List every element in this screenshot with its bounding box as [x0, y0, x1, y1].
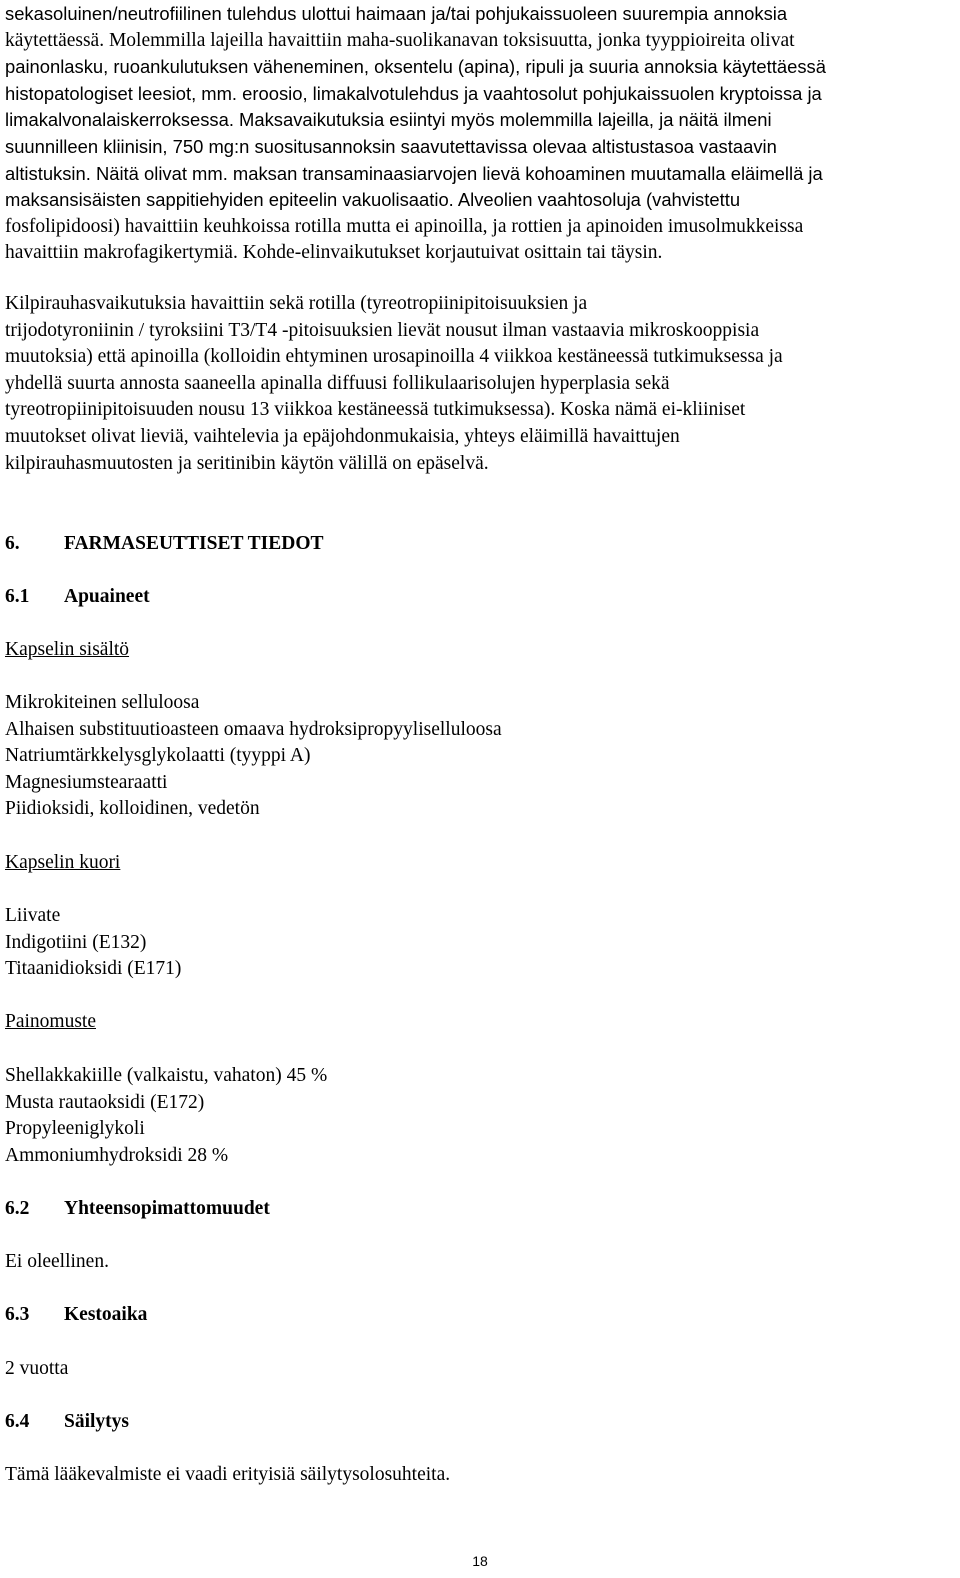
list-item: Magnesiumstearaatti — [5, 771, 168, 793]
section-6-2-heading — [5, 1196, 955, 1223]
printing-ink-list — [5, 1063, 955, 1169]
section-number: 6. — [5, 533, 20, 554]
page-number: 18 — [472, 1553, 488, 1569]
intro-line: maksansisäisten sappitiehyiden epiteelin vakuolisaatio. Alveolien vaahtosoluja (vahvistettu — [5, 189, 741, 211]
list-item: Mikrokiteinen selluloosa — [5, 692, 200, 713]
section-6-1-heading — [5, 584, 955, 611]
list-item: Piidioksidi, kolloidinen, vedetön — [5, 798, 260, 820]
section-title: Apuaineet — [64, 586, 150, 607]
thyroid-line: yhdellä suurta annosta saaneella apinalla diffuusi follikulaarisolujen hyperplasia sekä — [5, 372, 670, 394]
capsule-shell-list — [5, 903, 955, 983]
thyroid-paragraph — [5, 291, 955, 477]
section-title: FARMASEUTTISET TIEDOT — [64, 533, 324, 554]
section-number: 6.2 — [5, 1198, 30, 1219]
list-item: Propyleeniglykoli — [5, 1118, 145, 1140]
intro-line: histopatologiset leesiot, mm. eroosio, limakalvotulehdus ja vaahtosolut pohjukaissuolen kryptoissa ja — [5, 82, 822, 104]
thyroid-line: trijodotyroniinin / tyroksiini T3/T4 -pitoisuuksien lievät nousut ilman vastaavia mikroskooppisia — [5, 319, 760, 341]
list-item: Indigotiini (E132) — [5, 931, 147, 953]
thyroid-line: Kilpirauhasvaikutuksia havaittiin sekä rotilla (tyreotropiinipitoisuuksien ja — [5, 293, 588, 314]
section-6-4-text: Tämä lääkevalmiste ei vaadi erityisiä säilytysolosuhteita. — [5, 1464, 451, 1485]
list-item: Titaanidioksidi (E171) — [5, 958, 182, 980]
list-item: Alhaisen substituutioasteen omaava hydroksipropyyliselluloosa — [5, 718, 502, 740]
section-number: 6.1 — [5, 586, 30, 607]
section-6-heading — [5, 531, 955, 558]
list-item: Shellakkakiille (valkaistu, vahaton) 45 % — [5, 1065, 328, 1086]
thyroid-line: muutokset olivat lieviä, vaihtelevia ja epäjohdonmukaisia, yhteys eläimillä havaittujen — [5, 425, 680, 447]
intro-line: limakalvonalaiskerroksessa. Maksavaikutuksia esiintyi myös molemmilla lajeilla, ja näitä ilmeni — [5, 109, 772, 131]
intro-line: havaittiin makrofagikertymiä. Kohde-elinvaikutukset korjautuivat osittain tai täysin. — [5, 242, 663, 264]
intro-line: altistuksin. Näitä olivat mm. maksan transaminaasiarvojen lievä kohoaminen muutamalla eläimellä ja — [5, 162, 823, 184]
capsule-contents-heading: Kapselin sisältö — [5, 639, 130, 660]
intro-line: painonlasku, ruoankulutuksen väheneminen, oksentelu (apina), ripuli ja suuria annoksia käytettäessä — [5, 56, 826, 78]
thyroid-line: muutoksia) että apinoilla (kolloidin ehtyminen urosapinoilla 4 viikkoa kestäneessä tutkimuksessa ja — [5, 346, 783, 368]
thyroid-line: tyreotropiinipitoisuuden nousu 13 viikkoa kestäneessä tutkimuksessa). Koska nämä ei-kliiniset — [5, 399, 746, 421]
section-title: Yhteensopimattomuudet — [64, 1198, 270, 1219]
intro-line: käytettäessä. Molemmilla lajeilla havaittiin maha-suolikanavan toksisuutta, jonka tyyppioireita olivat — [5, 29, 795, 51]
intro-paragraph — [5, 1, 955, 267]
list-item: Liivate — [5, 905, 61, 926]
section-6-4-heading — [5, 1409, 955, 1436]
list-item: Musta rautaoksidi (E172) — [5, 1091, 205, 1113]
section-6-3-heading — [5, 1302, 955, 1329]
section-title: Kestoaika — [64, 1304, 148, 1325]
capsule-contents-list — [5, 690, 955, 823]
thyroid-line: kilpirauhasmuutosten ja seritinibin käytön välillä on epäselvä. — [5, 452, 489, 474]
section-number: 6.3 — [5, 1304, 30, 1325]
section-title: Säilytys — [64, 1411, 130, 1432]
capsule-shell-heading: Kapselin kuori — [5, 852, 121, 873]
section-6-3-text: 2 vuotta — [5, 1358, 69, 1379]
intro-line: sekasoluinen/neutrofiilinen tulehdus ulottui haimaan ja/tai pohjukaissuoleen suurempia annoksia — [5, 3, 788, 24]
intro-line: fosfolipidoosi) havaittiin keuhkoissa rotilla mutta ei apinoilla, ja rottien ja apinoiden imusolmukkeissa — [5, 215, 804, 237]
list-item: Natriumtärkkelysglykolaatti (tyyppi A) — [5, 745, 311, 767]
intro-line: suunnilleen kliinisin, 750 mg:n suositusannoksin saavutettavissa olevaa altistustasoa vastaavin — [5, 135, 777, 157]
list-item: Ammoniumhydroksidi 28 % — [5, 1144, 229, 1166]
printing-ink-heading: Painomuste — [5, 1011, 96, 1032]
section-6-2-text: Ei oleellinen. — [5, 1251, 109, 1272]
section-number: 6.4 — [5, 1411, 30, 1432]
